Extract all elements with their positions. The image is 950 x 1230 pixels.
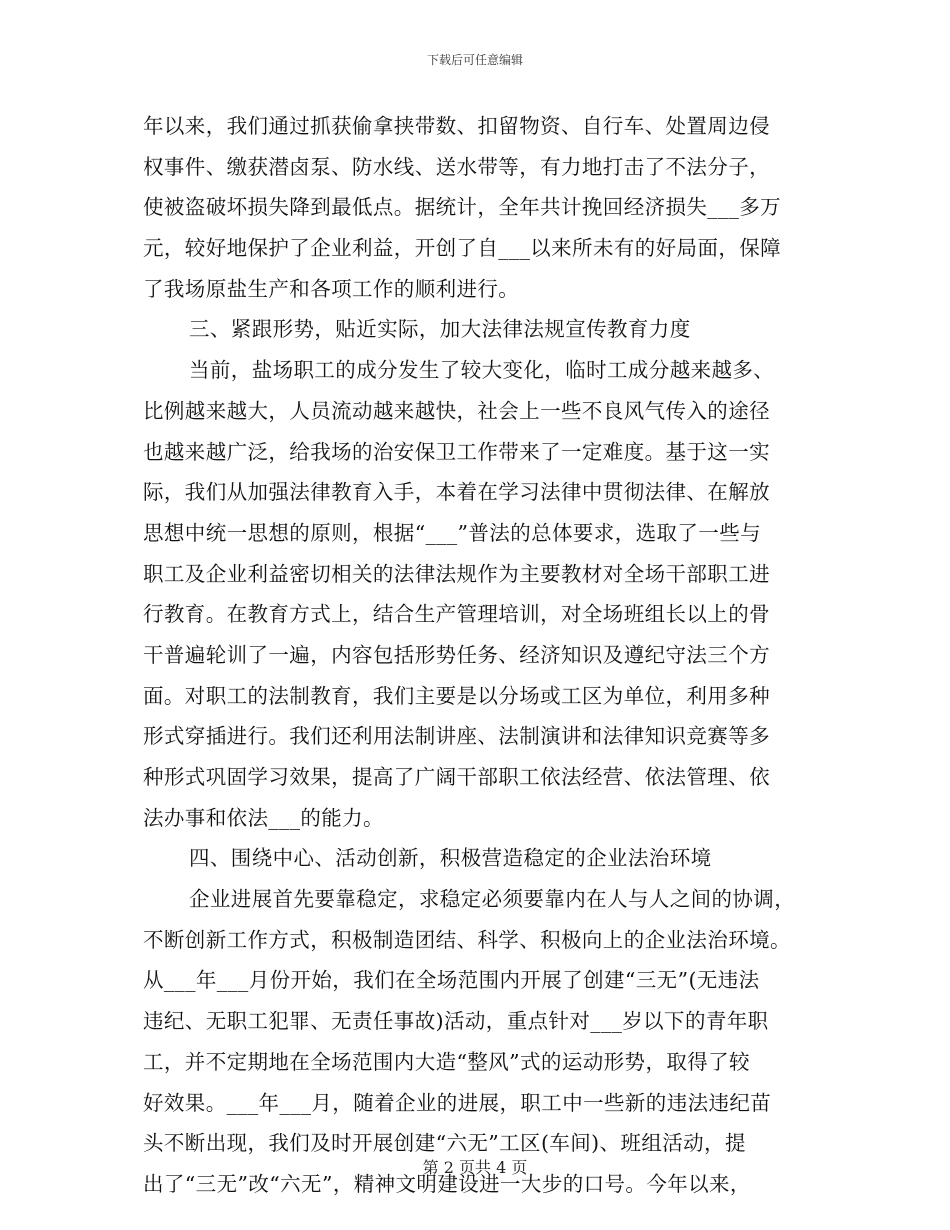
text-line: 不断创新工作方式，积极制造团结、科学、积极向上的企业法治环境。	[143, 927, 791, 952]
text-line: 元，较好地保护了企业利益，开创了自___以来所未有的好局面，保障	[143, 236, 782, 261]
text-line: 从___年___月份开始，我们在全场范围内开展了创建“三无”(无违法	[143, 968, 760, 993]
paragraph-start: 企业进展首先要靠稳定，求稳定必须要靠内在人与人之间的协调，	[189, 887, 796, 912]
text-line: 使被盗破坏损失降到最低点。据统计，全年共计挽回经济损失___多万	[143, 195, 782, 220]
text-line: 了我场原盐生产和各项工作的顺利进行。	[143, 276, 520, 301]
text-line: 法办事和依法___的能力。	[143, 805, 384, 830]
text-line: 行教育。在教育方式上，结合生产管理培训，对全场班组长以上的骨	[143, 602, 770, 627]
text-line: 思想中统一思想的原则，根据“___”普法的总体要求，选取了一些与	[143, 520, 762, 545]
text-line: 种形式巩固学习效果，提高了广阔干部职工依法经营、依法管理、依	[143, 765, 770, 789]
text-line: 年以来，我们通过抓获偷拿挟带数、扣留物资、自行车、处置周边侵	[143, 114, 770, 138]
text-line: 出了“三无”改“六无”，精神文明建设进一大步的口号。今年以来，	[143, 1171, 751, 1196]
paragraph-start: 当前，盐场职工的成分发生了较大变化，临时工成分越来越多、	[189, 358, 775, 383]
text-line: 职工及企业利益密切相关的法律法规作为主要教材对全场干部职工进	[143, 561, 770, 586]
document-body	[143, 106, 807, 1205]
text-line: 干普遍轮训了一遍，内容包括形势任务、经济知识及遵纪守法三个方	[143, 642, 770, 667]
text-line: 头不断出现，我们及时开展创建“六无”工区(车间)、班组活动，提	[143, 1131, 746, 1156]
text-line: 也越来越广泛，给我场的治安保卫工作带来了一定难度。基于这一实	[143, 439, 770, 464]
text-line: 违纪、无职工犯罪、无责任事故)活动，重点针对___岁以下的青年职	[143, 1009, 769, 1034]
text-line: 际，我们从加强法律教育入手，本着在学习法律中贯彻法律、在解放	[143, 480, 770, 505]
page-number: 第 2 页共 4 页	[422, 1158, 528, 1177]
page-header: 下载后可任意编辑	[426, 53, 523, 67]
text-line: 好效果。___年___月，随着企业的进展，职工中一些新的违法违纪苗	[143, 1090, 772, 1115]
text-line: 工，并不定期地在全场范围内大造“整风”式的运动形势，取得了较	[143, 1049, 750, 1074]
section-heading-3: 三、紧跟形势，贴近实际，加大法律法规宣传教育力度	[189, 317, 691, 342]
text-line: 比例越来越大，人员流动越来越快，社会上一些不良风气传入的途径	[143, 398, 770, 423]
text-line: 面。对职工的法制教育，我们主要是以分场或工区为单位，利用多种	[143, 683, 770, 708]
text-line: 权事件、缴获潜卤泵、防水线、送水带等，有力地打击了不法分子，	[143, 154, 770, 179]
text-line: 形式穿插进行。我们还利用法制讲座、法制演讲和法律知识竞赛等多	[143, 724, 770, 749]
section-heading-4: 四、围绕中心、活动创新，积极营造稳定的企业法治环境	[189, 846, 712, 871]
